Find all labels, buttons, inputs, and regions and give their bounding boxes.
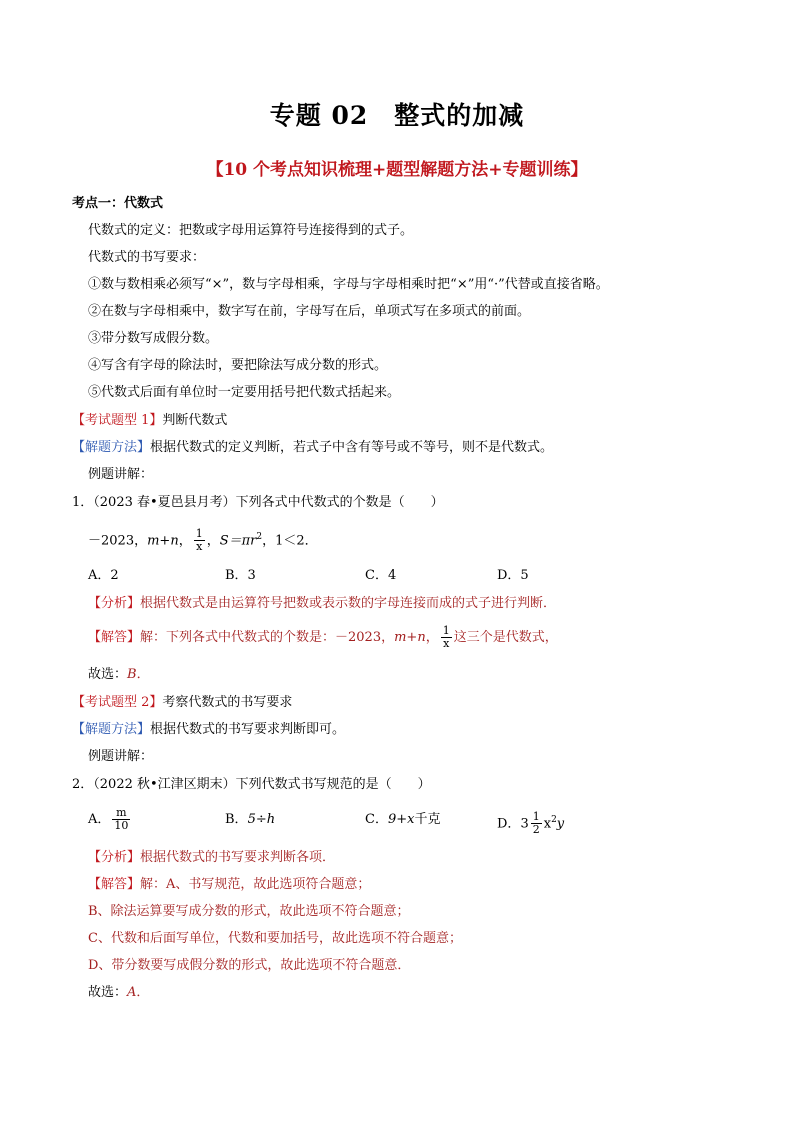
question-1 [72,494,444,512]
choice-line-1 [88,666,150,684]
question-type-1 [72,412,227,430]
analysis-text: 根据代数式是由运算符号把数或表示数的字母连接而成的式子进行判断． [140,596,557,611]
answer-tag: 【解答】 [88,877,141,892]
choice-suffix: ． [136,667,150,682]
rule-item: ②在数与字母相乘中，数字写在前，字母写在后，单项式写在多项式的前面。 [88,304,531,319]
answer-fraction [441,625,452,650]
fraction-numerator: 1 [532,810,540,824]
analysis-text: 根据代数式的书写要求判断各项． [140,850,336,865]
expr-tail: ，1＜2． [262,533,318,549]
option-a [88,806,132,834]
method-text: 根据代数式的书写要求判断即可。 [150,722,346,737]
option-label: B． [225,812,248,827]
fraction-denominator: x [196,540,203,554]
fraction [194,528,205,553]
type-name: 判断代数式 [162,413,228,428]
option-label: D． [497,816,521,832]
answer-line-1: 【解答】解：下列各式中代数式的个数是：－2023，m+n， $\frac{1}{x}$ 这三个是代数式， [88,624,558,650]
example-label: 例题讲解： [88,467,154,482]
question-2 [72,776,431,794]
question-type-2 [72,694,292,712]
option-expression: 9+x [387,812,415,827]
answer-text: 解：下列各式中代数式的个数是：－2023， [140,630,395,645]
rule-item: ④写含有字母的除法时，要把除法写成分数的形式。 [88,358,388,373]
expr-prefix: －2023， [88,533,148,549]
fraction-numerator: 1 [442,624,450,637]
choice-line-2 [88,984,149,1002]
method-tag: 【解题方法】 [72,440,151,455]
analysis-tag: 【分析】 [88,596,141,611]
expr-s: S＝πr [219,533,257,549]
type-name: 考察代数式的书写要求 [162,695,293,710]
answer-tail: 这三个是代数式， [453,630,558,645]
rule-item: ①数与数相乘必须写“×”，数与字母相乘，字母与字母相乘时把“×”用“·”代替或直接省略。 [88,277,609,292]
option-c [365,811,440,829]
variable-y: y [556,816,565,832]
answer-tag: 【解答】 [88,630,141,645]
question-text: （2022 秋•江津区期末）下列代数式书写规范的是（ ） [93,777,431,792]
option-c: C．4 [365,568,397,583]
choice-answer: B [127,667,137,682]
answer-text: 解：A、书写规范，故此选项符合题意； [140,877,371,892]
fraction-numerator: 1 [195,527,203,541]
choice-prefix: 故选： [88,985,128,1000]
option-d: D．5 [497,568,529,583]
option-d [497,806,564,838]
variable-x: x [543,816,552,832]
expr-mn: m+n [147,533,179,549]
option-b: B．3 [225,568,256,583]
fraction-denominator: x [443,637,450,650]
analysis-line-1 [88,595,556,613]
choice-suffix: ． [136,985,150,1000]
rule-item: ③带分数写成假分数。 [88,331,219,346]
question-number: 1． [72,495,94,510]
page-title: 专题 02 整式的加减 [269,101,525,130]
answer-line-2 [88,876,370,894]
mixed-number-whole: 3 [520,816,529,832]
section-heading: 考点一：代数式 [72,196,164,211]
method-tag: 【解题方法】 [72,722,151,737]
type-tag: 【考试题型 1】 [72,413,163,428]
method-line-2 [72,721,345,739]
question-1-expressions: －2023，m+n， $\frac{1}{x}$ ，$S=\pi r^2$，1＜2． [88,527,318,554]
option-label: A． [88,812,111,827]
question-number: 2． [72,777,94,792]
fraction-numerator: m [112,807,130,820]
option-a-fraction [112,807,130,832]
option-d-fraction [531,811,542,836]
type-tag: 【考试题型 2】 [72,695,163,710]
option-label: C． [365,812,388,827]
example-label: 例题讲解： [88,749,154,764]
page-subtitle: 【10 个考点知识梳理+题型解题方法+专题训练】 [206,160,588,180]
answer-line: C、代数和后面写单位，代数和要加括号，故此选项不符合题意； [88,931,462,946]
option-a: A．2 [88,568,119,583]
requirements-title: 代数式的书写要求： [88,250,206,265]
definition-text: 代数式的定义：把数或字母用运算符号连接得到的式子。 [88,223,414,238]
option-b [225,811,275,829]
fraction-denominator: 2 [532,823,540,837]
question-text: （2023 春•夏邑县月考）下列各式中代数式的个数是（ ） [93,495,444,510]
exponent: 2 [551,815,557,825]
method-text: 根据代数式的定义判断，若式子中含有等号或不等号，则不是代数式。 [150,440,554,455]
rule-item: ⑤代数式后面有单位时一定要用括号把代数式括起来。 [88,385,401,400]
expr-s-exponent: 2 [256,532,263,542]
choice-answer: A [127,985,137,1000]
answer-mn: m+n [394,630,426,645]
answer-line: B、除法运算要写成分数的形式，故此选项不符合题意； [88,904,410,919]
answer-line: D、带分数要写成假分数的形式，故此选项不符合题意． [88,958,411,973]
fraction-denominator: 10 [114,819,129,832]
option-unit: 千克 [414,812,441,827]
choice-prefix: 故选： [88,667,128,682]
option-expression: 5÷h [247,812,276,827]
analysis-line-2 [88,849,335,867]
method-line-1 [72,439,553,457]
analysis-tag: 【分析】 [88,850,141,865]
